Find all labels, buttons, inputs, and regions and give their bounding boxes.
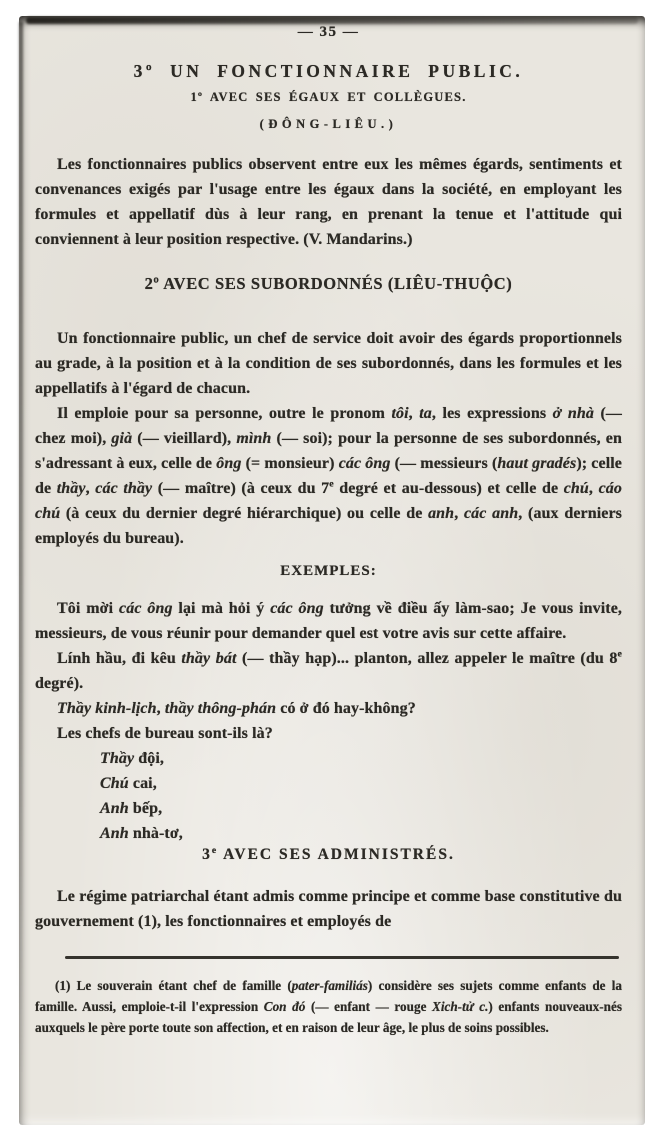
heading-dong-lieu: (ĐÔNG-LIÊU.) (259, 117, 398, 131)
heading-exemples: EXEMPLES: (280, 563, 377, 579)
example-planton: Lính hầu, đi kêu thầy bát (— thầy hạp)... planton, allez appeler le maître (du 8e degré). (35, 648, 622, 692)
scan-edge-left-shadow (19, 22, 23, 1075)
list-item-anh-nha-to: Anh nhà-tơ, (100, 825, 183, 842)
footnote-divider (65, 956, 619, 959)
example-chefs-de-bureau-viet: Thầy kinh-lịch, thầy thông-phán có ở đó hay-không? (57, 700, 416, 717)
page-number: — 35 — (297, 24, 360, 40)
page-content (35, 20, 622, 1038)
heading-avec-ses-egaux: 1º AVEC SES ÉGAUX ET COLLÈGUES. (190, 90, 467, 104)
heading-un-fonctionnaire-public: 3º UN FONCTIONNAIRE PUBLIC. (133, 61, 524, 81)
list-item-chu-cai: Chú cai, (100, 775, 157, 792)
list-item-anh-bep: Anh bếp, (100, 800, 163, 817)
example-invitation: Tôi mời các ông lại mà hỏi ý các ông tưởng về điều ấy làm-sao; Je vous invite, messieurs, de vous réunir pour demander quel est votre avis sur cette affaire. (35, 600, 623, 642)
footnote-text: (1) Le souverain étant chef de famille (pater-familiás) considère ses sujets comme enfants de la famille. Aussi, emploie-t-il l'expression Con đó (— enfant — rouge Xich-tử c.) enfants nouveaux-nés auxquels le père porte toute son affection, et en raison de leur âge, le plus de soins possibles. (35, 978, 622, 1035)
list-item-thay-doi: Thầy đội, (100, 750, 165, 767)
paragraph-egards-proportionnels: Un fonctionnaire public, un chef de service doit avoir des égards proportionnels au grade, à la position et à la condition de ses subordonnés, dans les formules et les appellatifs à l'égard de chacun. (35, 330, 622, 397)
heading-avec-ses-administres: 3e AVEC SES ADMINISTRÉS. (202, 844, 455, 863)
appellatif-list (100, 746, 622, 846)
paragraph-pronoms-et-appellatifs: Il emploie pour sa personne, outre le pronom tôi, ta, les expressions ở nhà (— chez moi), già (— vieillard), mình (— soi); pour la personne de ses subordonnés, en s'adressant à eux, celle de ông (= monsieur) các ông (— messieurs (haut gradés); celle de thầy, các thầy (— maître) (à ceux du 7e degré et au-dessous) et celle de chú, cáo chú (à ceux du dernier degré hiérarchique) ou celle de anh, các anh, (aux derniers employés du bureau). (35, 405, 623, 547)
paragraph-egards-entre-egaux: Les fonctionnaires publics observent entre eux les mêmes égards, sentiments et convenances exigés par l'usage entre les égaux dans la société, en employant les formules et appellatif dùs à leur rang, en prenant la tenue et l'attitude qui conviennent à leur position respective. (V. Mandarins.) (35, 156, 622, 248)
heading-avec-ses-subordonnes: 2º AVEC SES SUBORDONNÉS (LIÊU-THUỘC) (144, 274, 513, 293)
example-chefs-de-bureau-fr: Les chefs de bureau sont-ils là? (57, 725, 273, 742)
paragraph-regime-patriarchal: Le régime patriarchal étant admis comme principe et comme base constitutive du gouvernement (1), les fonctionnaires et employés de (35, 888, 622, 930)
